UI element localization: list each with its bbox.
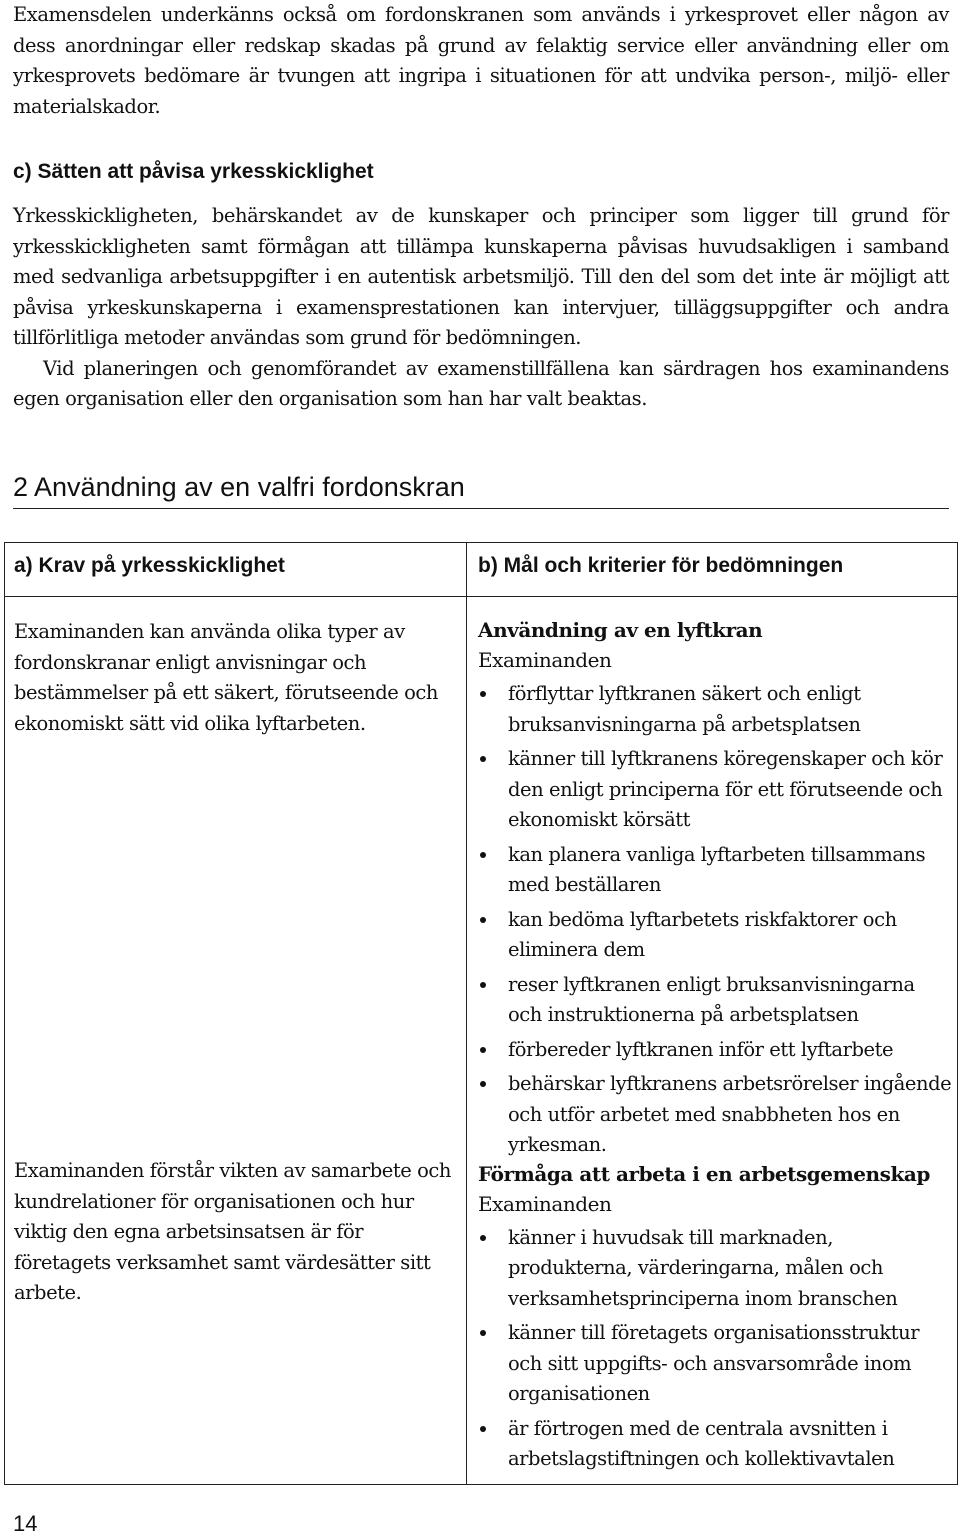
section-c-body xyxy=(13,201,949,415)
list-item xyxy=(478,1318,954,1410)
section-title: 2 Användning av en valfri fordonskran xyxy=(13,472,465,502)
criteria-group-subject: Examinanden xyxy=(478,648,612,672)
list-item-text: förbereder lyftkranen inför ett lyftarbete xyxy=(508,1037,894,1061)
bullet-icon xyxy=(480,1330,486,1336)
list-item-text: känner i huvudsak till marknaden, produkterna, värderingarna, målen och verksamhetsprinciperna inom branschen xyxy=(508,1225,898,1310)
requirement-text-1: Examinanden kan använda olika typer av fordonskranar enligt anvisningar och bestämmelser på ett säkert, förutseende och ekonomiskt sätt vid olika lyftarbeten. xyxy=(14,620,438,735)
list-item-text: kan bedöma lyftarbetets riskfaktorer och eliminera dem xyxy=(508,907,897,961)
page-number: 14 xyxy=(13,1511,38,1536)
table-column-divider xyxy=(466,543,467,1484)
list-item-text: reser lyftkranen enligt bruksanvisningarna och instruktionerna på arbetsplatsen xyxy=(508,972,915,1026)
list-item xyxy=(478,1414,954,1475)
table-header-divider xyxy=(5,596,957,597)
list-item xyxy=(478,840,954,901)
list-item-text: kan planera vanliga lyftarbeten tillsammans med beställaren xyxy=(508,842,926,896)
criteria-group-teamwork xyxy=(478,1159,954,1475)
criteria-group-title: Förmåga att arbeta i en arbetsgemenskap xyxy=(478,1161,930,1186)
list-item-text: känner till företagets organisationsstruktur och sitt uppgifts- och ansvarsområde inom organisationen xyxy=(508,1321,920,1405)
bullet-icon xyxy=(480,1081,486,1087)
criteria-group-subject: Examinanden xyxy=(478,1191,612,1216)
bullet-icon xyxy=(480,1426,486,1432)
criteria-column xyxy=(478,615,954,1479)
requirement-text-2: Examinanden förstår vikten av samarbete och kundrelationer för organisationen och hur viktig den egna arbetsinsatsen är för företagets verksamhet samt värdesätter sitt arbete. xyxy=(14,1159,451,1304)
criteria-list xyxy=(478,1223,954,1475)
table-header-requirements: a) Krav på yrkesskicklighet xyxy=(14,554,285,577)
bullet-icon xyxy=(480,1047,486,1053)
list-item xyxy=(478,679,954,740)
criteria-table xyxy=(4,542,958,1485)
section-rule xyxy=(13,508,949,509)
section-c-paragraph-2: Vid planeringen och genomförandet av examenstillfällena kan särdragen hos examinandens egen organisation eller den organisation som han har valt beaktas. xyxy=(13,356,949,410)
bullet-icon xyxy=(480,917,486,923)
bullet-icon xyxy=(480,982,486,988)
bullet-icon xyxy=(480,756,486,762)
section-c-paragraph-1: Yrkesskickligheten, behärskandet av de kunskaper och principer som ligger till grund för yrkesskickligheten samt förmågan att tillämpa kunskaperna påvisas huvudsakligen i samband med sedvanliga arbetsuppgifter i en autentisk arbetsmiljö. Till den del som det inte är möjligt att påvisa yrkeskunskaperna i examensprestationen kan intervjuer, tilläggsuppgifter och andra tillförlitliga metoder användas som grund för bedömningen. xyxy=(13,204,949,349)
list-item xyxy=(478,970,954,1031)
list-item-text: känner till lyftkranens köregenskaper och kör den enligt principerna för ett förutseende och ekonomiskt körsätt xyxy=(508,747,943,831)
table-header-criteria: b) Mål och kriterier för bedömningen xyxy=(478,554,844,577)
criteria-group-crane-use xyxy=(478,615,954,1161)
list-item xyxy=(478,1035,954,1066)
list-item xyxy=(478,1069,954,1161)
section-c-heading: c) Sätten att påvisa yrkesskicklighet xyxy=(13,160,374,183)
bullet-icon xyxy=(480,852,486,858)
list-item xyxy=(478,744,954,836)
list-item-text: är förtrogen med de centrala avsnitten i arbetslagstiftningen och kollektivavtalen xyxy=(508,1416,895,1470)
bullet-icon xyxy=(480,691,486,697)
list-item xyxy=(478,1223,954,1315)
list-item xyxy=(478,905,954,966)
criteria-group-title: Användning av en lyftkran xyxy=(478,618,763,642)
bullet-icon xyxy=(480,1235,486,1241)
list-item-text: behärskar lyftkranens arbetsrörelser ingående och utför arbetet med snabbheten hos en yrkesman. xyxy=(508,1072,952,1156)
list-item-text: förflyttar lyftkranen säkert och enligt bruksanvisningarna på arbetsplatsen xyxy=(508,682,861,736)
criteria-list xyxy=(478,679,954,1161)
intro-paragraph: Examensdelen underkänns också om fordonskranen som används i yrkesprovet eller någon av dess anordningar eller redskap skadas på grund av felaktig service eller användning eller om yrkesprovets bedömare är tvungen att ingripa i situationen för att undvika person-, miljö- eller materialskador. xyxy=(13,3,949,118)
